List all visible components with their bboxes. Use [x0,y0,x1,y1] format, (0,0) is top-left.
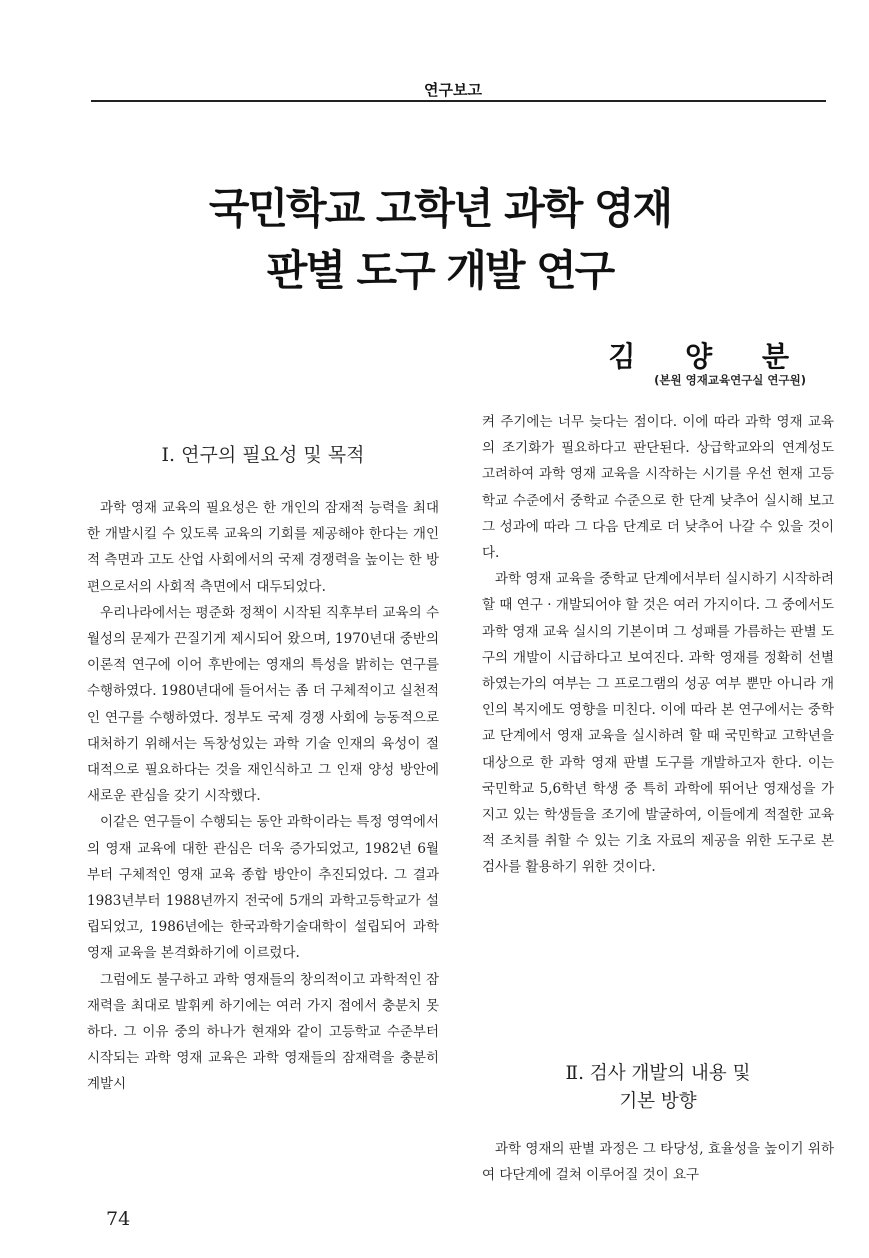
right-column-paragraph: 과학 영재 교육을 중학교 단계에서부터 실시하기 시작하려 할 때 연구 · 개발되어야 할 것은 여러 가지이다. 그 중에서도 과학 영재 교육 실시의 기본이며 그 성패를 가름하는 판별 도구의 개발이 시급하다고 보여진다. 과학 영재를 정확히 선별하였는가의 여부는 그 프로그램의 성공 여부 뿐만 아니라 개인의 복지에도 영향을 미친다. 이에 따라 본 연구에서는 중학교 단계에서 영재 교육을 실시하려 할 때 국민학교 고학년을 대상으로 한 과학 영재 판별 도구를 개발하고자 한다. 이는 국민학교 5,6학년 학생 중 특히 과학에 뛰어난 영재성을 가지고 있는 학생들을 조기에 발굴하여, 이들에게 적절한 교육적 조치를 취할 수 있는 기초 자료의 제공을 위한 도구로 본 검사를 활용하기 위한 것이다. [482,571,834,876]
page-number: 74 [106,1208,131,1230]
section-2-heading-line-1: Ⅱ. 검사 개발의 내용 및 [565,1063,751,1084]
author-affiliation: (본원 영재교육연구실 연구원) [654,373,806,387]
section-1-paragraph: 우리나라에서는 평준화 정책이 시작된 직후부터 교육의 수월성의 문제가 끈질기게 제시되어 왔으며, 1970년대 중반의 이론적 연구에 이어 후반에는 영재의 특성을 밝히는 연구를 수행하였다. 1980년대에 들어서는 좀 더 구체적이고 실천적인 연구를 수행하였다. 정부도 국제 경쟁 사회에 능동적으로 대처하기 위해서는 독창성있는 과학 기술 인재의 육성이 절대적으로 필요하다는 것을 재인식하고 그 인재 양성 방안에 새로운 관심을 갖기 시작했다. [87,604,439,805]
section-2-heading [482,1060,834,1116]
left-column [87,495,439,1098]
section-2-paragraph: 과학 영재의 판별 과정은 그 타당성, 효율성을 높이기 위하여 다단계에 걸쳐 이루어질 것이 요구 [482,1141,834,1184]
title-line-2: 판별 도구 개발 연구 [266,246,614,295]
author-name: 김 양 분 [608,340,809,373]
article-title [160,178,720,302]
section-label: 연구보고 [424,81,482,99]
header-rule [91,100,826,102]
section-1-paragraph: 이같은 연구들이 수행되는 동안 과학이라는 특정 영역에서의 영재 교육에 대한 관심은 더욱 증가되었고, 1982년 6월부터 구체적인 영재 교육 종합 방안이 추진되었다. 그 결과 1983년부터 1988년까지 전국에 5개의 과학고등학교가 설립되었고, 1986년에는 한국과학기술대학이 설립되어 과학 영재 교육을 본격화하기에 이르렀다. [87,814,439,962]
section-1-paragraph: 그럼에도 불구하고 과학 영재들의 창의적이고 과학적인 잠재력을 최대로 발휘케 하기에는 여러 가지 점에서 충분치 못하다. 그 이유 중의 하나가 현재와 같이 고등학교 수준부터 시작되는 과학 영재 교육은 과학 영재들의 잠재력을 충분히 계발시 [87,971,439,1093]
right-column [482,409,834,881]
title-line-1: 국민학교 고학년 과학 영재 [208,184,672,233]
section-2-heading-line-2: 기본 방향 [619,1091,697,1112]
section-2-body [482,1136,834,1188]
section-1-heading: Ⅰ. 연구의 필요성 및 목적 [161,444,365,466]
right-column-paragraph: 켜 주기에는 너무 늦다는 점이다. 이에 따라 과학 영재 교육의 조기화가 필요하다고 판단된다. 상급학교와의 연계성도 고려하여 과학 영재 교육을 시작하는 시기를 우선 현재 고등학교 수준에서 중학교 수준으로 한 단계 낮추어 실시해 보고 그 성과에 따라 그 다음 단계로 더 낮추어 나갈 수 있을 것이다. [482,414,834,562]
section-1-paragraph: 과학 영재 교육의 필요성은 한 개인의 잠재적 능력을 최대한 개발시킬 수 있도록 교육의 기회를 제공해야 한다는 개인적 측면과 고도 산업 사회에서의 국제 경쟁력을 높이는 한 방편으로서의 사회적 측면에서 대두되었다. [87,500,439,595]
